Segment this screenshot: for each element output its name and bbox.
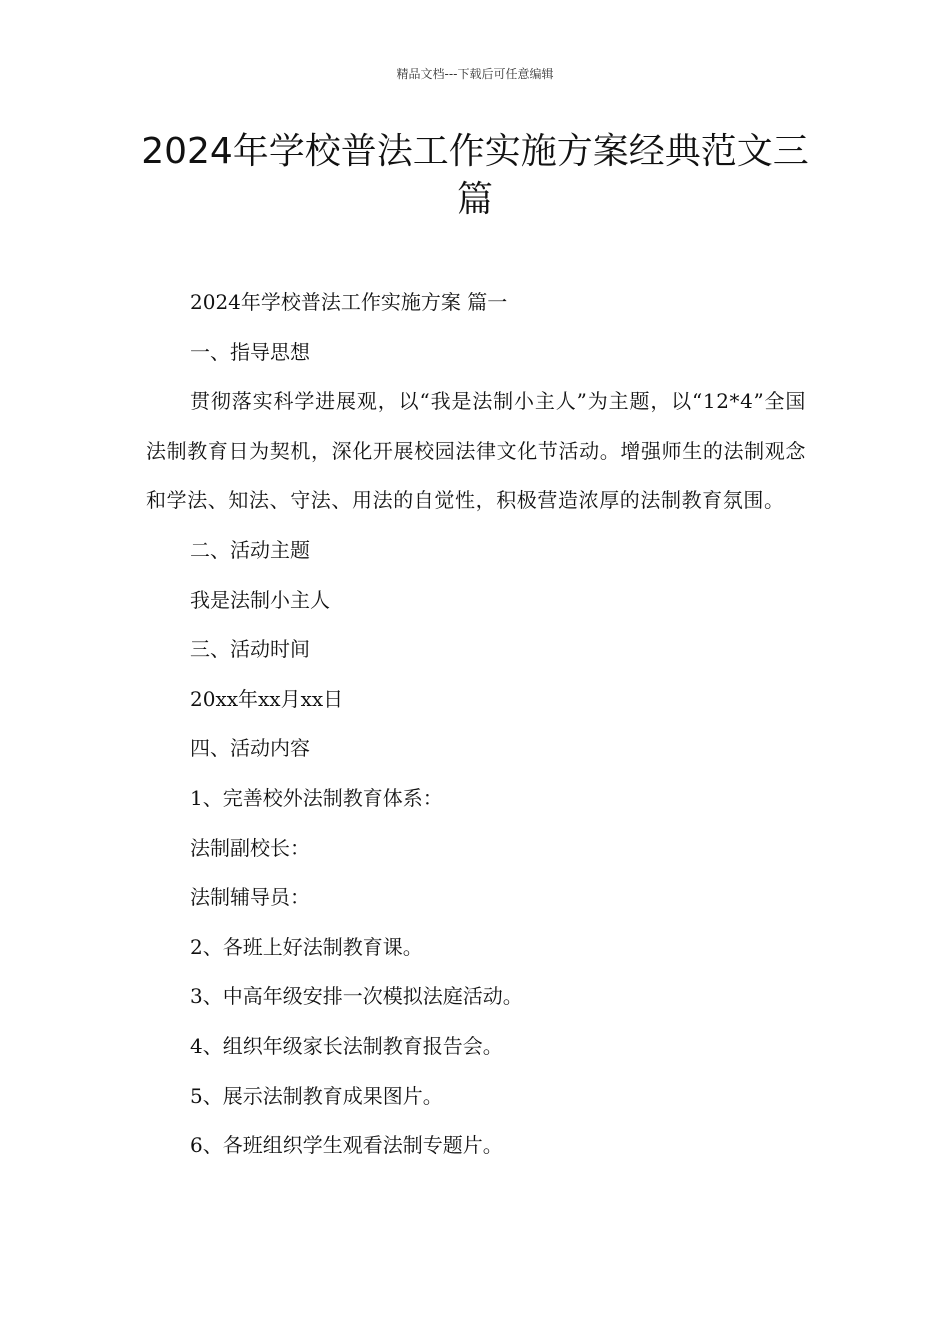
heading-guiding-ideology: 一、指导思想	[190, 339, 310, 364]
document-title: 2024年学校普法工作实施方案经典范文三篇	[141, 131, 809, 220]
list-item: 法制辅导员：	[190, 885, 310, 910]
list-item: 3、中高年级安排一次模拟法庭活动。	[190, 984, 523, 1009]
list-item: 6、各班组织学生观看法制专题片。	[190, 1133, 503, 1158]
list-item: 2、各班上好法制教育课。	[190, 934, 423, 959]
section-subtitle: 2024年学校普法工作实施方案 篇一	[190, 290, 508, 314]
document-body	[146, 278, 806, 1171]
list-item: 1、完善校外法制教育体系：	[190, 785, 443, 810]
list-item: 法制副校长：	[190, 835, 310, 860]
text-activity-time: 20xx年xx月xx日	[190, 686, 344, 711]
heading-activity-time: 三、活动时间	[190, 637, 310, 662]
paragraph-guiding-ideology: 贯彻落实科学进展观，以“我是法制小主人”为主题，以“12*4”全国法制教育日为契机，深化开展校园法律文化节活动。增强师生的法制观念和学法、知法、守法、用法的自觉性，积极营造浓厚的法制教育氛围。	[146, 389, 806, 513]
list-item: 5、展示法制教育成果图片。	[190, 1083, 443, 1108]
heading-activity-theme: 二、活动主题	[190, 537, 310, 562]
heading-activity-content: 四、活动内容	[190, 736, 310, 761]
header-note: 精品文档---下载后可任意编辑	[396, 67, 554, 81]
text-activity-theme: 我是法制小主人	[190, 587, 330, 612]
list-item: 4、组织年级家长法制教育报告会。	[190, 1033, 503, 1058]
